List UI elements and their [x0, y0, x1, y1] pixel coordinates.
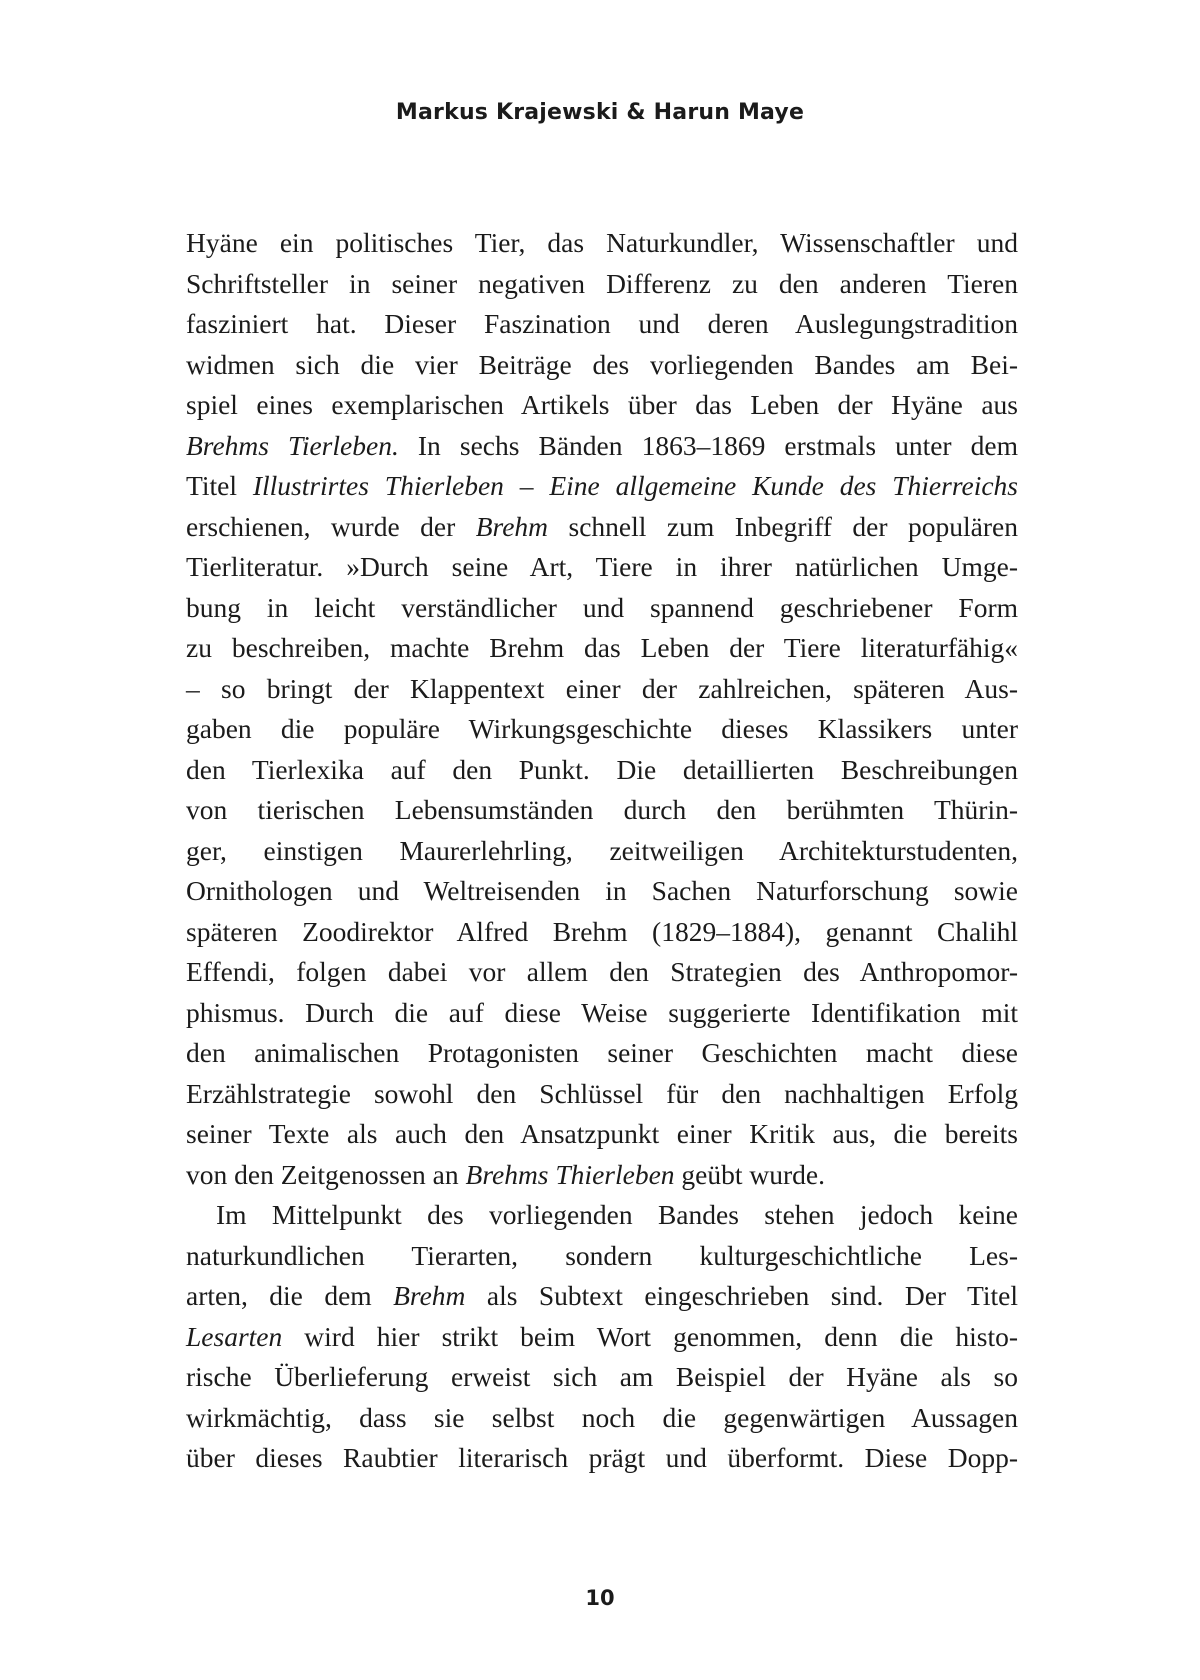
text-run: fasziniert hat. Dieser Faszination und deren Auslegungstradition: [186, 308, 1018, 339]
text-run: späteren Zoodirektor Alfred Brehm (1829–1884), genannt Chalihl: [186, 915, 1018, 947]
text-run: wirkmächtig, dass sie selbst noch die gegenwärtigen Aussagen: [186, 1401, 1018, 1433]
italic-title-text: Lesarten: [186, 1320, 283, 1352]
text-line: [186, 385, 1018, 426]
text-run: In sechs Bänden 1863–1869 erstmals unter dem: [398, 429, 1019, 461]
text-run: Hyäne ein politisches Tier, das Naturkundler, Wissenschaftler und: [186, 227, 1018, 258]
text-run: naturkundlichen Tierarten, sondern kulturgeschichtliche Les-: [186, 1239, 1018, 1271]
page-number: 10: [585, 1586, 615, 1610]
text-line: [186, 426, 1018, 467]
text-run: Schriftsteller in seiner negativen Differenz zu den anderen Tieren: [186, 267, 1018, 299]
text-line: [186, 669, 1018, 710]
text-line: [186, 831, 1018, 872]
text-run: spiel eines exemplarischen Artikels über das Leben der Hyäne aus: [186, 389, 1018, 420]
text-line: [186, 1398, 1018, 1439]
text-run: schnell zum Inbegriff der populären: [548, 510, 1018, 542]
text-run: seiner Texte als auch den Ansatzpunkt einer Kritik aus, die bereits: [186, 1118, 1018, 1149]
text-line: [186, 709, 1018, 750]
text-run: geübt wurde.: [674, 1158, 825, 1190]
text-run: über dieses Raubtier literarisch prägt und überformt. Diese Dopp-: [186, 1442, 1018, 1473]
text-run: phismus. Durch die auf diese Weise suggerierte Identifikation mit: [186, 996, 1018, 1028]
text-run: Im Mittelpunkt des vorliegenden Bandes stehen jedoch keine: [216, 1199, 1018, 1230]
text-line: [186, 1114, 1018, 1155]
text-run: bung in leicht verständlicher und spannend geschriebener Form: [186, 591, 1018, 623]
text-line: [186, 912, 1018, 953]
text-line: [186, 466, 1018, 507]
text-line: [186, 304, 1018, 345]
text-line: [186, 223, 1018, 264]
text-line: [186, 264, 1018, 305]
text-line: [186, 547, 1018, 588]
text-run: den animalischen Protagonisten seiner Geschichten macht diese: [186, 1037, 1018, 1068]
text-line: [186, 871, 1018, 912]
text-run: von tierischen Lebensumständen durch den berühmten Thürin-: [186, 794, 1018, 825]
text-line: [186, 1438, 1018, 1479]
text-run: Ornithologen und Weltreisenden in Sachen Naturforschung sowie: [186, 875, 1018, 906]
body-text: [186, 223, 1018, 1479]
text-line: [186, 993, 1018, 1034]
text-line: [186, 1033, 1018, 1074]
text-line: [186, 1195, 1018, 1236]
text-run: arten, die dem: [186, 1280, 394, 1311]
text-run: – so bringt der Klappentext einer der zahlreichen, späteren Aus-: [186, 672, 1018, 704]
italic-title-text: Brehm: [393, 1280, 466, 1311]
text-line: [186, 952, 1018, 993]
italic-title-text: Brehms Tierleben.: [186, 429, 399, 461]
text-run: zu beschreiben, machte Brehm das Leben der Tiere literaturfähig«: [186, 632, 1018, 663]
text-run: ger, einstigen Maurerlehrling, zeitweiligen Architekturstudenten,: [186, 834, 1018, 866]
text-line: [186, 1317, 1018, 1358]
italic-title-text: Brehms Thierleben: [465, 1158, 675, 1190]
text-run: Erzählstrategie sowohl den Schlüssel für den nachhaltigen Erfolg: [186, 1077, 1018, 1109]
text-run: den Tierlexika auf den Punkt. Die detaillierten Beschreibungen: [186, 753, 1018, 785]
text-run: rische Überlieferung erweist sich am Beispiel der Hyäne als so: [186, 1361, 1018, 1392]
text-run: Effendi, folgen dabei vor allem den Strategien des Anthropomor-: [186, 956, 1018, 987]
text-line: [186, 628, 1018, 669]
italic-title-text: Brehm: [475, 510, 549, 542]
text-line: [186, 1236, 1018, 1277]
text-run: als Subtext eingeschrieben sind. Der Titel: [465, 1280, 1018, 1311]
text-line: [186, 588, 1018, 629]
text-run: widmen sich die vier Beiträge des vorliegenden Bandes am Bei-: [186, 348, 1018, 380]
text-run: von den Zeitgenossen an: [186, 1158, 466, 1190]
text-run: Tierliteratur. »Durch seine Art, Tiere in ihrer natürlichen Umge-: [186, 551, 1018, 582]
text-line: [186, 750, 1018, 791]
text-line: [186, 1357, 1018, 1398]
text-line: [186, 507, 1018, 548]
text-line: [186, 345, 1018, 386]
running-head: Markus Krajewski & Harun Maye: [395, 100, 805, 125]
text-run: gaben die populäre Wirkungsgeschichte dieses Klassikers unter: [186, 713, 1018, 744]
text-line: [186, 1155, 1018, 1196]
text-line: [186, 790, 1018, 831]
text-run: erschienen, wurde der: [186, 510, 476, 542]
text-run: Titel: [186, 470, 253, 501]
text-run: wird hier strikt beim Wort genommen, denn die histo-: [282, 1320, 1018, 1352]
text-line: [186, 1074, 1018, 1115]
italic-title-text: Illustrirtes Thierleben – Eine allgemeine Kunde des Thierreichs: [252, 470, 1018, 501]
text-line: [186, 1276, 1018, 1317]
